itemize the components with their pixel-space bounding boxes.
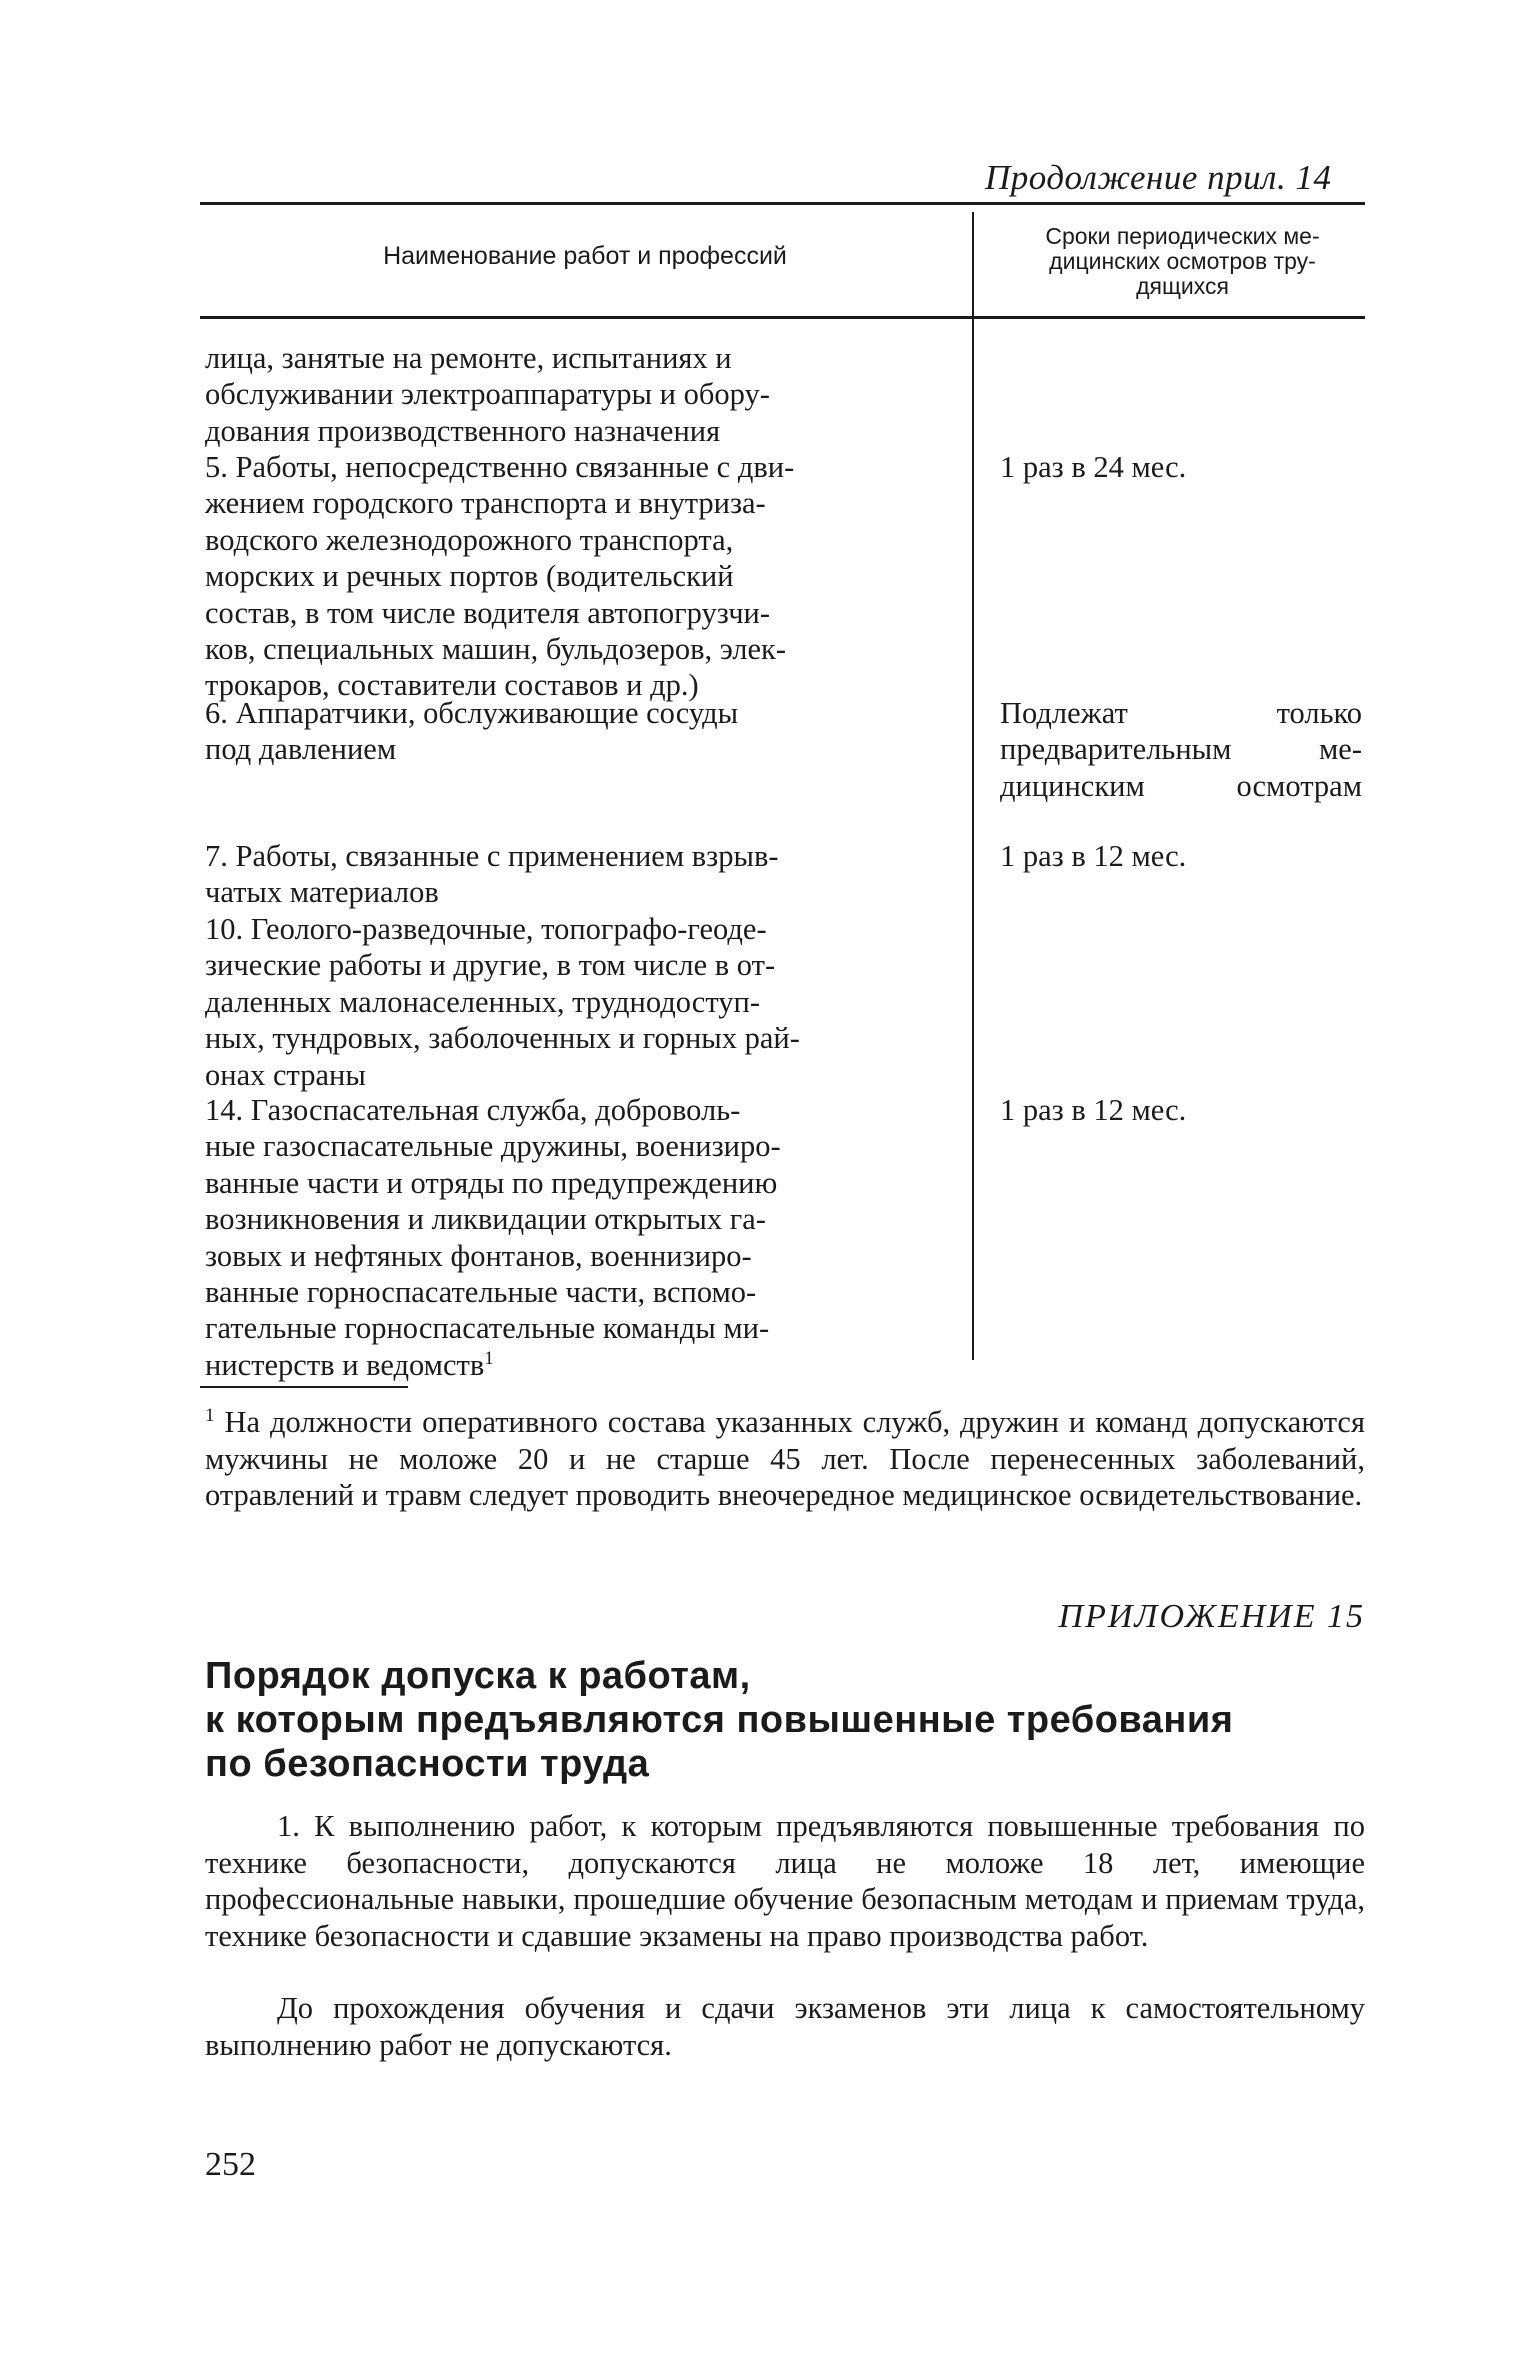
footnote-separator bbox=[200, 1386, 408, 1388]
text-line: зовых и нефтяных фонтанов, военнизиро- bbox=[205, 1238, 752, 1273]
text-line: 6. Аппаратчики, обслуживающие сосуды bbox=[205, 696, 739, 730]
text-line: под давлением bbox=[205, 732, 397, 767]
footnote bbox=[205, 1404, 1365, 1514]
section-title bbox=[205, 1654, 1365, 1786]
text-line: онах страны bbox=[205, 1057, 366, 1092]
text-line: жением городского транспорта и внутриза- bbox=[205, 486, 766, 521]
continuation-label: Продолжение прил. 14 bbox=[985, 158, 1332, 197]
header-periods-line: дящихся bbox=[1136, 273, 1229, 299]
title-line: Порядок допуска к работам, bbox=[205, 1655, 751, 1697]
title-line: к которым предъявляются повышенные требования bbox=[205, 1699, 1234, 1741]
title-line: по безопасности труда bbox=[205, 1743, 650, 1785]
page-number: 252 bbox=[205, 2146, 256, 2183]
row-7-period: 1 раз в 12 мес. bbox=[1000, 839, 1187, 873]
table-row-14 bbox=[205, 1092, 943, 1383]
text-line: 7. Работы, связанные с применением взрыв- bbox=[205, 839, 779, 873]
table-row-continuation bbox=[205, 340, 943, 449]
text-line: состав, в том числе водителя автопогрузчи- bbox=[205, 595, 771, 630]
text-line: зические работы и другие, в том числе в от- bbox=[205, 948, 776, 983]
paragraph-2 bbox=[205, 1990, 1365, 2063]
text-line: водского железнодорожного транспорта, bbox=[205, 522, 734, 557]
table-row-7 bbox=[205, 838, 943, 911]
appendix-label: ПРИЛОЖЕНИЕ 15 bbox=[1058, 1598, 1365, 1635]
text-line: дования производственного назначения bbox=[205, 413, 721, 448]
text-line: ванные горноспасательные части, вспомо- bbox=[205, 1275, 757, 1310]
table-top-rule bbox=[200, 202, 1365, 205]
text-line: даленных малонаселенных, труднодоступ- bbox=[205, 984, 760, 1019]
paragraph-text: До прохождения обучения и сдачи экзаменов эти лица к самостоятельному выполнению работ не допускаются. bbox=[205, 1991, 1365, 2062]
text-line: 10. Геолого-разведочные, топографо-геоде- bbox=[205, 912, 767, 946]
text-line: ные газоспасательные дружины, военизиро- bbox=[205, 1129, 781, 1164]
paragraph-text: 1. К выполнению работ, к которым предъявляются повышенные требования по технике безопасности, допускаются лица не моложе 18 лет, имеющие профессиональные навыки, прошедшие обучение безопасным методам и приемам труда, технике безопасности и сдавшие экзамены на право производства работ. bbox=[205, 1809, 1365, 1954]
footnote-mark: 1 bbox=[205, 1404, 215, 1426]
text-line: ванные части и отряды по предупреждению bbox=[205, 1165, 778, 1200]
row-14-period: 1 раз в 12 мес. bbox=[1000, 1093, 1187, 1127]
table-header-works: Наименование работ и профессий bbox=[383, 242, 787, 270]
text-line: предварительным ме- bbox=[1000, 732, 1362, 767]
text-line: морских и речных портов (водительский bbox=[205, 559, 734, 594]
text-line: лица, занятые на ремонте, испытаниях и bbox=[205, 341, 732, 375]
text-line: ков, специальных машин, бульдозеров, элек- bbox=[205, 632, 787, 667]
text-span: нистерств и ведомств bbox=[205, 1347, 485, 1382]
text-line: возникновения и ликвидации открытых га- bbox=[205, 1202, 766, 1237]
table-column-divider bbox=[972, 212, 974, 1360]
footnote-mark: 1 bbox=[484, 1347, 494, 1369]
row-5-period: 1 раз в 24 мес. bbox=[1000, 450, 1187, 484]
table-header-rule bbox=[200, 316, 1365, 319]
text-line: ных, тундровых, заболоченных и горных рай- bbox=[205, 1021, 800, 1056]
row-6-period bbox=[1000, 695, 1362, 804]
header-periods-line: дицинских осмотров тру- bbox=[1049, 248, 1316, 274]
table-header-periods bbox=[985, 224, 1380, 299]
text-line: трокаров, составители составов и др.) bbox=[205, 668, 699, 703]
footnote-text: На должности оперативного состава указанных служб, дружин и команд допускаются мужчины не моложе 20 и не старше 45 лет. После перенесенных заболеваний, отравлений и травм следует проводить внеочередное медицинское освидетельствование. bbox=[205, 1405, 1365, 1512]
text-line: 5. Работы, непосредственно связанные с дви- bbox=[205, 450, 795, 484]
text-line: дицинским осмотрам bbox=[1000, 768, 1362, 803]
table-row-5 bbox=[205, 449, 943, 704]
text-line: чатых материалов bbox=[205, 875, 439, 910]
table-row-10 bbox=[205, 911, 943, 1093]
text-line: 14. Газоспасательная служба, доброволь- bbox=[205, 1093, 741, 1127]
header-periods-line: Сроки периодических ме- bbox=[1045, 223, 1320, 249]
text-line: гательные горноспасательные команды ми- bbox=[205, 1311, 770, 1346]
text-line bbox=[205, 1347, 943, 1383]
text-line: Подлежат только bbox=[1000, 696, 1362, 730]
table-row-6 bbox=[205, 695, 943, 768]
paragraph-1 bbox=[205, 1808, 1365, 1955]
text-line: обслуживании электроаппаратуры и обору- bbox=[205, 377, 770, 412]
